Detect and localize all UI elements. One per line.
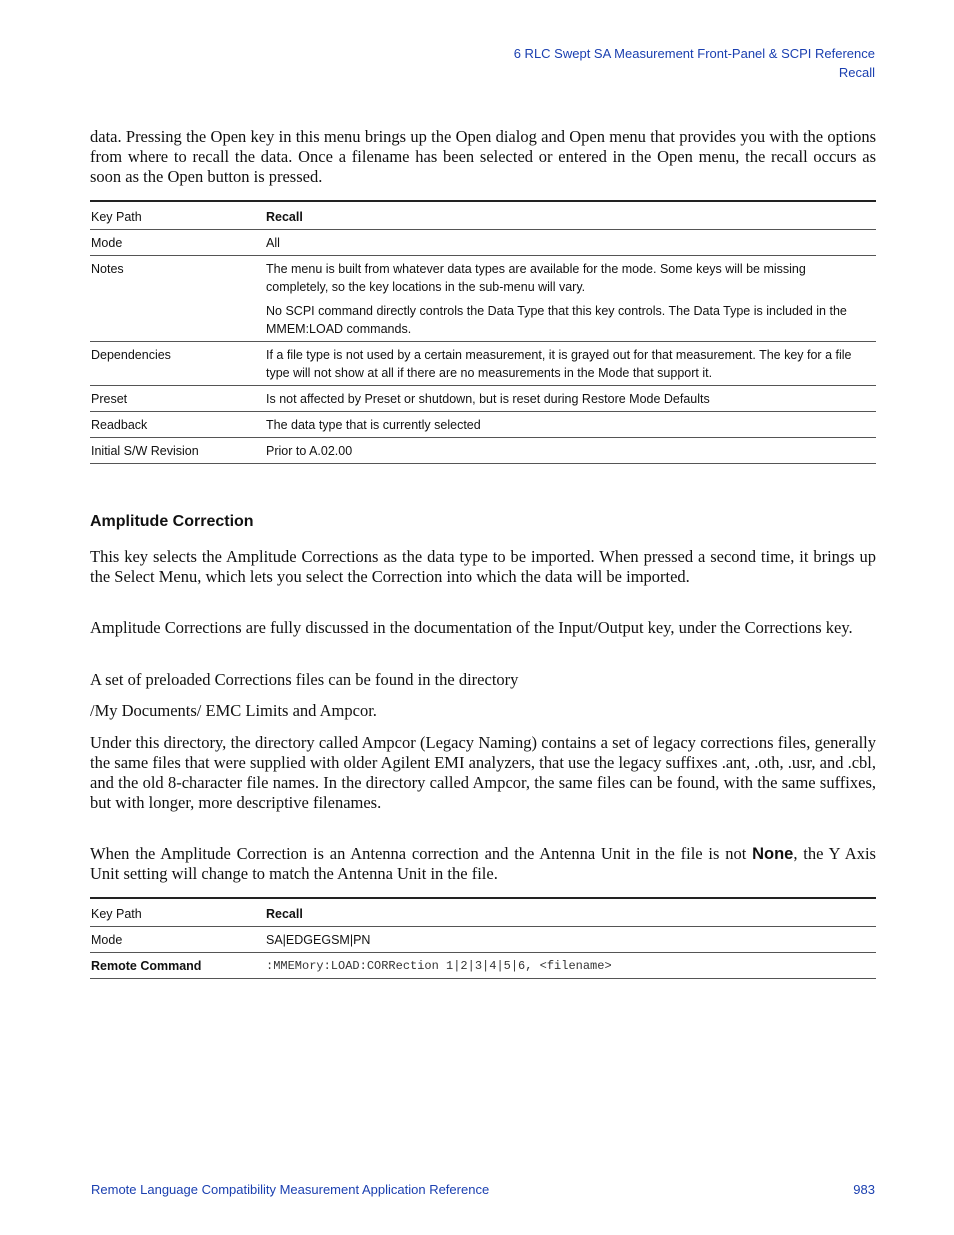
table-row xyxy=(90,953,876,979)
section-paragraph: Amplitude Corrections are fully discussed in the documentation of the Input/Output key, under the Corrections key. xyxy=(90,618,853,637)
row-label: Notes xyxy=(90,256,265,342)
row-label: Key Path xyxy=(90,898,265,927)
page-footer xyxy=(91,1182,875,1197)
table-row xyxy=(90,201,876,230)
row-label: Readback xyxy=(90,412,265,438)
notes-paragraph: No SCPI command directly controls the Data Type that this key controls. The Data Type is included in the MMEM:LOAD commands. xyxy=(266,304,847,336)
intro-paragraph: data. Pressing the Open key in this menu brings up the Open dialog and Open menu that provides you with the options from where to recall the data. Once a filename has been selected or entered in the Open menu, the recall occurs as soon as the Open button is pressed. xyxy=(90,127,876,186)
table-row xyxy=(90,412,876,438)
table-row xyxy=(90,927,876,953)
section-paragraph: Under this directory, the directory called Ampcor (Legacy Naming) contains a set of legacy corrections files, generally the same files that were supplied with older Agilent EMI analyzers, that use the legacy suffixes .ant, .oth, .usr, and .cbl, and the old 8-character file names. In the directory called Ampcor, the same files can be found, with the same suffixes, but with longer, more descriptive filenames. xyxy=(90,733,876,812)
section-paragraph: This key selects the Amplitude Corrections as the data type to be imported. When pressed a second time, it brings up the Select Menu, which lets you select the Correction into which the data will be imported. xyxy=(90,547,876,586)
table-row xyxy=(90,438,876,464)
row-value: Recall xyxy=(265,898,876,927)
text-run: , the Y Axis Unit setting will change to match the Antenna Unit in the file. xyxy=(90,844,876,883)
remote-command: :MMEMory:LOAD:CORRection 1|2|3|4|5|6, <filename> xyxy=(265,953,876,979)
row-label: Initial S/W Revision xyxy=(90,438,265,464)
section-heading: Amplitude Correction xyxy=(90,513,254,530)
page-number: 983 xyxy=(853,1182,875,1197)
row-label: Preset xyxy=(90,386,265,412)
row-value: SA|EDGEGSM|PN xyxy=(265,927,876,953)
directory-path: /My Documents/ EMC Limits and Ampcor. xyxy=(90,701,377,720)
emphasis-none: None xyxy=(752,845,794,863)
row-value: Prior to A.02.00 xyxy=(265,438,876,464)
chapter-title: 6 RLC Swept SA Measurement Front-Panel & SCPI Reference xyxy=(513,46,875,61)
row-label: Dependencies xyxy=(90,342,265,386)
table-row xyxy=(90,386,876,412)
table-row xyxy=(90,230,876,256)
row-value: Recall xyxy=(265,201,876,230)
recall-key-table xyxy=(90,200,876,464)
row-value: The data type that is currently selected xyxy=(265,412,876,438)
row-label: Mode xyxy=(90,230,265,256)
table-row xyxy=(90,256,876,342)
row-label: Mode xyxy=(90,927,265,953)
notes-paragraph: The menu is built from whatever data types are available for the mode. Some keys will be missing completely, so the key locations in the sub-menu will vary. xyxy=(266,262,806,294)
text-run: When the Amplitude Correction is an Antenna correction and the Antenna Unit in the file is not xyxy=(90,844,753,863)
row-value: Is not affected by Preset or shutdown, but is reset during Restore Mode Defaults xyxy=(265,386,876,412)
row-value xyxy=(265,256,876,342)
section-title: Recall xyxy=(838,65,875,80)
document-title: Remote Language Compatibility Measurement Application Reference xyxy=(91,1182,490,1197)
section-paragraph: A set of preloaded Corrections files can be found in the directory xyxy=(90,670,519,689)
section-paragraph xyxy=(90,844,876,884)
table-row xyxy=(90,898,876,927)
amplitude-correction-key-table xyxy=(90,897,876,979)
row-label: Key Path xyxy=(90,201,265,230)
row-value: All xyxy=(265,230,876,256)
row-value: If a file type is not used by a certain measurement, it is grayed out for that measurement. The key for a file type will not show at all if there are no measurements in the Mode that support it. xyxy=(265,342,876,386)
row-label: Remote Command xyxy=(90,953,265,979)
table-row xyxy=(90,342,876,386)
running-header xyxy=(514,44,875,82)
